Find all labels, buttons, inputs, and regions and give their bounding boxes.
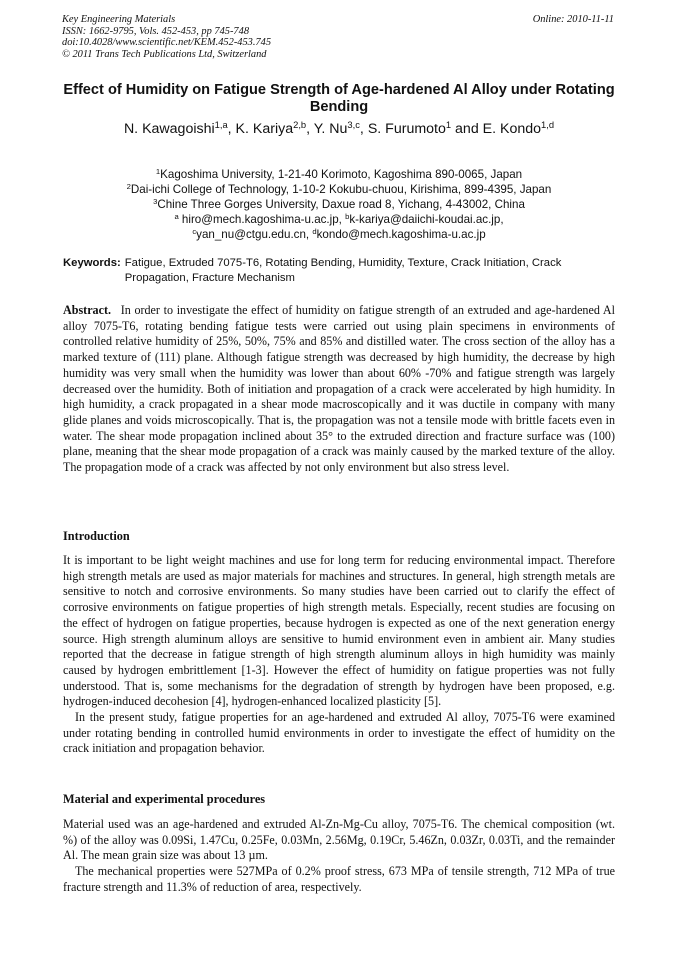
materials-body	[63, 817, 615, 896]
introduction-paragraph-2: In the present study, fatigue properties for an age-hardened and extruded Al alloy, 7075-T6 were examined under rotating bending in controlled humid environments in order to investigate the effect of humidity on the crack initiation and propagation behavior.	[63, 710, 615, 756]
copyright-line: © 2011 Trans Tech Publications Ltd, Switzerland	[62, 48, 267, 60]
author-separator: ,	[227, 121, 236, 137]
email-sup: c	[192, 226, 197, 236]
journal-header	[62, 14, 271, 60]
author-name: N. Kawagoishi	[123, 121, 215, 137]
email-sup: b	[345, 211, 350, 221]
author-affil-sup: 1	[445, 119, 452, 130]
author-affil-sup: 1,d	[541, 119, 555, 130]
abstract	[63, 303, 615, 476]
introduction-heading: Introduction	[63, 529, 130, 543]
online-date: Online: 2010-11-11	[532, 14, 614, 25]
affil-text: Kagoshima University, 1-21-40 Korimoto, Kagoshima 890-0065, Japan	[160, 168, 523, 181]
author-separator: and	[451, 121, 483, 137]
abstract-label: Abstract.	[63, 303, 112, 317]
email-sup: d	[312, 226, 317, 236]
materials-paragraph-1: Material used was an age-hardened and extruded Al-Zn-Mg-Cu alloy, 7075-T6. The chemical composition (wt. %) of the alloy was 0.09Si, 1.47Cu, 0.25Fe, 0.03Mn, 2.56Mg, 0.19Cr, 5.46Zn, 0.03Zr, 0.03Ti, and the remainder Al. The mean grain size was about 13 µm.	[63, 817, 615, 863]
affil-sup: 2	[126, 181, 131, 191]
keywords-label: Keywords:	[63, 257, 121, 269]
email-b[interactable]: k-kariya@daiichi-koudai.ac.jp,	[349, 213, 504, 226]
email-line-2	[40, 227, 638, 242]
author-list	[40, 121, 638, 138]
affil-text: Dai-ichi College of Technology, 1-10-2 Kokubu-chuou, Kirishima, 899-4395, Japan	[130, 183, 552, 196]
email-a[interactable]: hiro@mech.kagoshima-u.ac.jp,	[181, 213, 346, 226]
affiliation-2	[40, 182, 638, 197]
doi-line: doi:10.4028/www.scientific.net/KEM.452-453.745	[62, 37, 272, 49]
email-sup: a	[174, 211, 179, 221]
email-c[interactable]: yan_nu@ctgu.edu.cn,	[196, 228, 313, 241]
affiliation-3	[40, 197, 638, 212]
author-name: K. Kariya	[235, 121, 294, 137]
abstract-text: In order to investigate the effect of humidity on fatigue strength of an extruded and age-hardened Al alloy 7075-T6, rotating bending fatigue tests were carried out using plain specimens in environments of controlled relative humidity of 25%, 50%, 75% and 85% and distilled water. The cross section of the alloy has a marked texture of (111) plane. Although fatigue strength was decreased by high humidity, the decrease by high humidity was very small when the humidity was lower than about 60% -70% and fatigue strength was largely decreased over the humidity. Both of initiation and propagation of a crack were accelerated by high humidity. In high humidity, a crack propagated in a shear mode macroscopically and it was ductile in company with many glide planes and voids microscopically. That is, the propagation was not a tensile mode with brittle facets even in water. The shear mode propagation inclined about 35° to the extruded direction and fracture surface was (100) plane, meaning that the shear mode propagation of a crack was mainly caused by the marked texture of the alloy. The propagation mode of a crack was affected by not only environment but also stress level.	[63, 303, 615, 475]
keywords-text: Fatigue, Extruded 7075-T6, Rotating Bending, Humidity, Texture, Crack Initiation, Crack Propagation, Fracture Mechanism	[124, 257, 562, 284]
author-affil-sup: 3,c	[347, 119, 360, 130]
author-affil-sup: 2,b	[293, 119, 307, 130]
materials-heading: Material and experimental procedures	[63, 792, 266, 806]
author-name: E. Kondo	[482, 121, 542, 137]
author-name: S. Furumoto	[367, 121, 446, 137]
journal-name: Key Engineering Materials	[62, 14, 176, 25]
materials-paragraph-2: The mechanical properties were 527MPa of 0.2% proof stress, 673 MPa of tensile strength, 712 MPa of true fracture strength and 11.3% of reduction of area, respectively.	[63, 864, 615, 894]
keywords	[63, 256, 618, 286]
affiliation-1	[40, 167, 638, 182]
affil-text: Chine Three Gorges University, Daxue road 8, Yichang, 4-43002, China	[157, 198, 525, 211]
issn-line: ISSN: 1662-9795, Vols. 452-453, pp 745-748	[62, 25, 250, 37]
author-name: Y. Nu	[313, 121, 348, 137]
introduction-body	[63, 553, 615, 757]
introduction-paragraph-1: It is important to be light weight machines and use for long term for reducing environmental impact. Therefore high strength metals are used as major materials for machines and structures. In general, high strength metals are sensitive to notch and corrosive environments. So many studies have been carried out to clarify the effect of corrosive environments on fatigue properties of high strength metals. Especially, recent studies are focusing on the effect of hydrogen on fatigue properties, because hydrogen is expected as one of the next generation energy source. High strength aluminum alloys are sensitive to humid environment even in ambient air. Many studies reported that the decrease in fatigue strength of high strength aluminum alloys in high humidity was mainly caused by hydrogen embrittlement [1-3]. However the effect of humidity on fatigue properties was not fully understood. That is, some mechanisms for the degradation of strength by hydrogen have been proposed, e.g. hydrogen-induced decohesion [4], hydrogen-enhanced localized plasticity [5].	[63, 553, 615, 709]
paper-title: Effect of Humidity on Fatigue Strength of Age-hardened Al Alloy under Rotating Bending	[63, 82, 615, 115]
author-separator: ,	[306, 121, 314, 137]
affil-sup: 3	[153, 196, 158, 206]
author-separator: ,	[359, 121, 368, 137]
author-affil-sup: 1,a	[214, 119, 228, 130]
affiliations	[40, 167, 638, 242]
affil-sup: 1	[155, 166, 161, 176]
email-line-1	[40, 212, 638, 227]
email-d[interactable]: kondo@mech.kagoshima-u.ac.jp	[316, 228, 486, 241]
